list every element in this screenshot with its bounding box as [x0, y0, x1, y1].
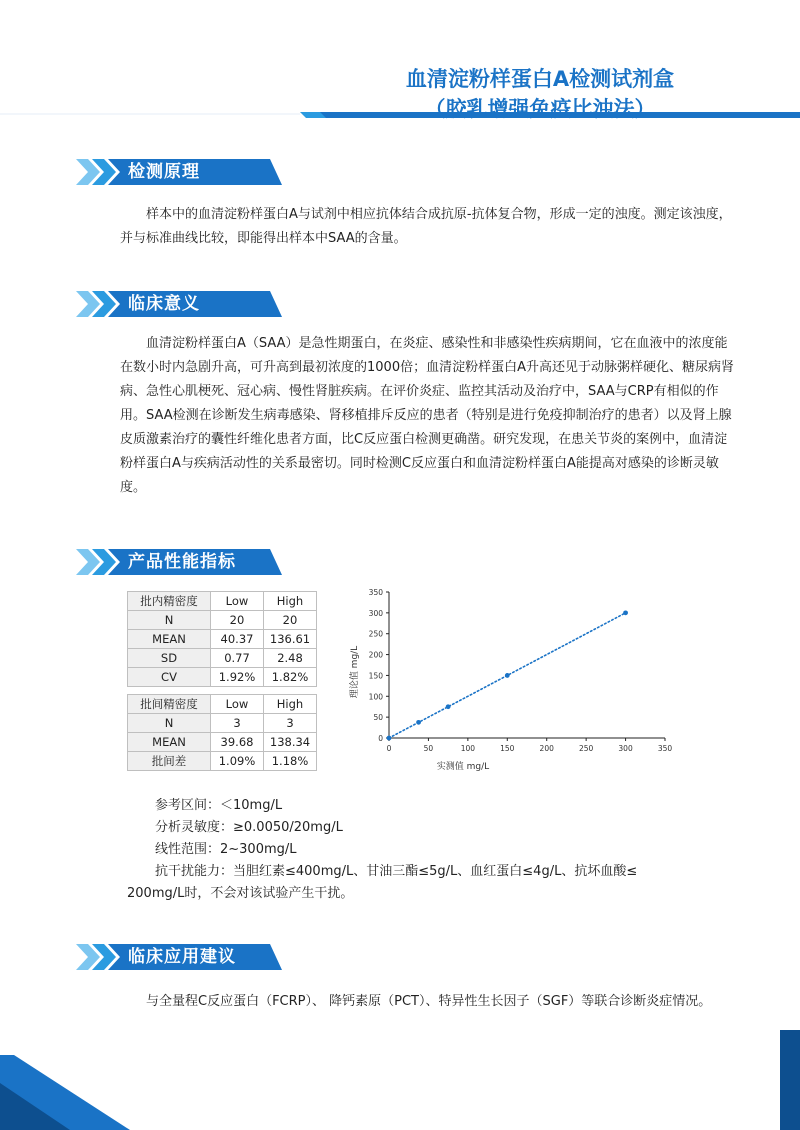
table-cell: MEAN: [128, 733, 211, 752]
x-tick-label: 200: [539, 744, 554, 753]
data-point: [446, 704, 451, 709]
document-title: [360, 64, 720, 124]
table-cell: 批内精密度: [128, 592, 211, 611]
interference-line-2: 200mg/L时，不会对该试验产生干扰。: [127, 886, 354, 901]
x-tick-labels: [387, 738, 673, 753]
table-cell: 1.18%: [264, 752, 317, 771]
section-title: 临床意义: [128, 294, 200, 314]
section-heading-advice: [70, 940, 270, 974]
reference-range: 参考区间：＜10mg/L: [155, 798, 283, 813]
data-point: [505, 673, 510, 678]
clinical-text: 血清淀粉样蛋白A（SAA）是急性期蛋白，在炎症、感染性和非感染性疾病期间，它在血液中的浓度能在数小时内急剧升高，可升高到最初浓度的1000倍；血清淀粉样蛋白A升高还见于动脉粥样硬化、糖尿病肾病、急性心肌梗死、冠心病、慢性肾脏疾病。在评价炎症、监控其活动及治疗中，SAA与CRP有相似的作用。SAA检测在诊断发生病毒感染、肾移植排斥反应的患者（特别是进行免疫抑制治疗的患者）以及肾上腺皮质激素治疗的囊性纤维化患者方面，比C反应蛋白检测更确凿。研究发现，在患关节炎的案例中，血清淀粉样蛋白A与疾病活动性的关系最密切。同时检测C反应蛋白和血清淀粉样蛋白A能提高对感染的诊断灵敏度。: [120, 336, 734, 495]
section-heading-principle: [70, 155, 270, 189]
table-row: [128, 733, 317, 752]
x-tick-label: 350: [657, 744, 673, 753]
table-row: [128, 611, 317, 630]
table-cell: 40.37: [211, 630, 264, 649]
table-cell: MEAN: [128, 630, 211, 649]
table-cell: 3: [264, 714, 317, 733]
x-tick-label: 100: [460, 744, 476, 753]
table-row: [128, 714, 317, 733]
table-cell: 136.61: [264, 630, 317, 649]
table-cell: High: [264, 695, 317, 714]
y-tick-label: 350: [368, 588, 383, 597]
analytical-sensitivity: 分析灵敏度：≥0.0050/20mg/L: [155, 820, 343, 835]
table-cell: Low: [211, 695, 264, 714]
table-row: [128, 649, 317, 668]
footer-decoration-left: [0, 1055, 130, 1130]
x-tick-label: 250: [578, 744, 594, 753]
table-row: [128, 752, 317, 771]
table-cell: 0.77: [211, 649, 264, 668]
section-heading-clinical: [70, 287, 270, 321]
data-point: [623, 610, 628, 615]
x-tick-label: 300: [618, 744, 633, 753]
x-axis-label: 实测值 mg/L: [436, 762, 490, 772]
table-cell: 138.34: [264, 733, 317, 752]
section-title: 检测原理: [128, 162, 200, 182]
table-cell: N: [128, 714, 211, 733]
section-heading-performance: [70, 545, 270, 579]
title-line-2: （胶乳增强免疫比浊法）: [424, 97, 656, 121]
title-line-1: 血清淀粉样蛋白A检测试剂盒: [405, 67, 675, 91]
y-tick-label: 100: [368, 692, 383, 702]
table-cell: 1.82%: [264, 668, 317, 687]
table-cell: N: [128, 611, 211, 630]
precision-table-between-run: [127, 694, 317, 771]
table-cell: 20: [211, 611, 264, 630]
section-title: 产品性能指标: [128, 552, 236, 572]
x-tick-label: 50: [423, 744, 434, 753]
data-point: [387, 736, 392, 741]
table-cell: CV: [128, 668, 211, 687]
precision-table-within-run: [127, 591, 317, 687]
y-tick-labels: [369, 588, 389, 743]
performance-specs: [127, 795, 745, 905]
table-cell: 20: [264, 611, 317, 630]
linear-range: 线性范围：2~300mg/L: [155, 842, 297, 857]
table-cell: 3: [211, 714, 264, 733]
table-cell: 批间差: [128, 752, 211, 771]
table-cell: SD: [128, 649, 211, 668]
interference-line-1: 抗干扰能力：当胆红素≤400mg/L、甘油三酯≤5g/L、血红蛋白≤4g/L、抗坏血酸≤: [155, 864, 638, 879]
y-tick-label: 250: [368, 629, 383, 639]
table-header-row: [128, 695, 317, 714]
table-row: [128, 630, 317, 649]
advice-text: 与全量程C反应蛋白（FCRP）、 降钙素原（PCT）、特异性生长因子（SGF）等联合诊断炎症情况。: [146, 994, 712, 1009]
data-point: [416, 720, 421, 725]
linearity-chart: [345, 580, 685, 780]
x-tick-label: 0: [386, 744, 392, 753]
table-cell: High: [264, 592, 317, 611]
table-cell: 39.68: [211, 733, 264, 752]
section-title: 临床应用建议: [128, 947, 236, 967]
y-tick-label: 200: [368, 650, 383, 660]
table-row: [128, 668, 317, 687]
y-tick-label: 300: [368, 608, 383, 618]
y-axis-label: 理论值 mg/L: [350, 645, 360, 699]
table-cell: 1.92%: [211, 668, 264, 687]
table-cell: Low: [211, 592, 264, 611]
y-tick-label: 50: [373, 713, 383, 723]
table-cell: 2.48: [264, 649, 317, 668]
table-header-row: [128, 592, 317, 611]
principle-text: 样本中的血清淀粉样蛋白A与试剂中相应抗体结合成抗原-抗体复合物，形成一定的浊度。测定该浊度，并与标准曲线比较，即能得出样本中SAA的含量。: [120, 207, 732, 246]
y-tick-label: 150: [368, 671, 383, 681]
y-tick-label: 0: [378, 734, 383, 743]
x-tick-label: 150: [500, 744, 515, 753]
table-cell: 批间精密度: [128, 695, 211, 714]
footer-decoration-right: [780, 1030, 800, 1130]
table-cell: 1.09%: [211, 752, 264, 771]
